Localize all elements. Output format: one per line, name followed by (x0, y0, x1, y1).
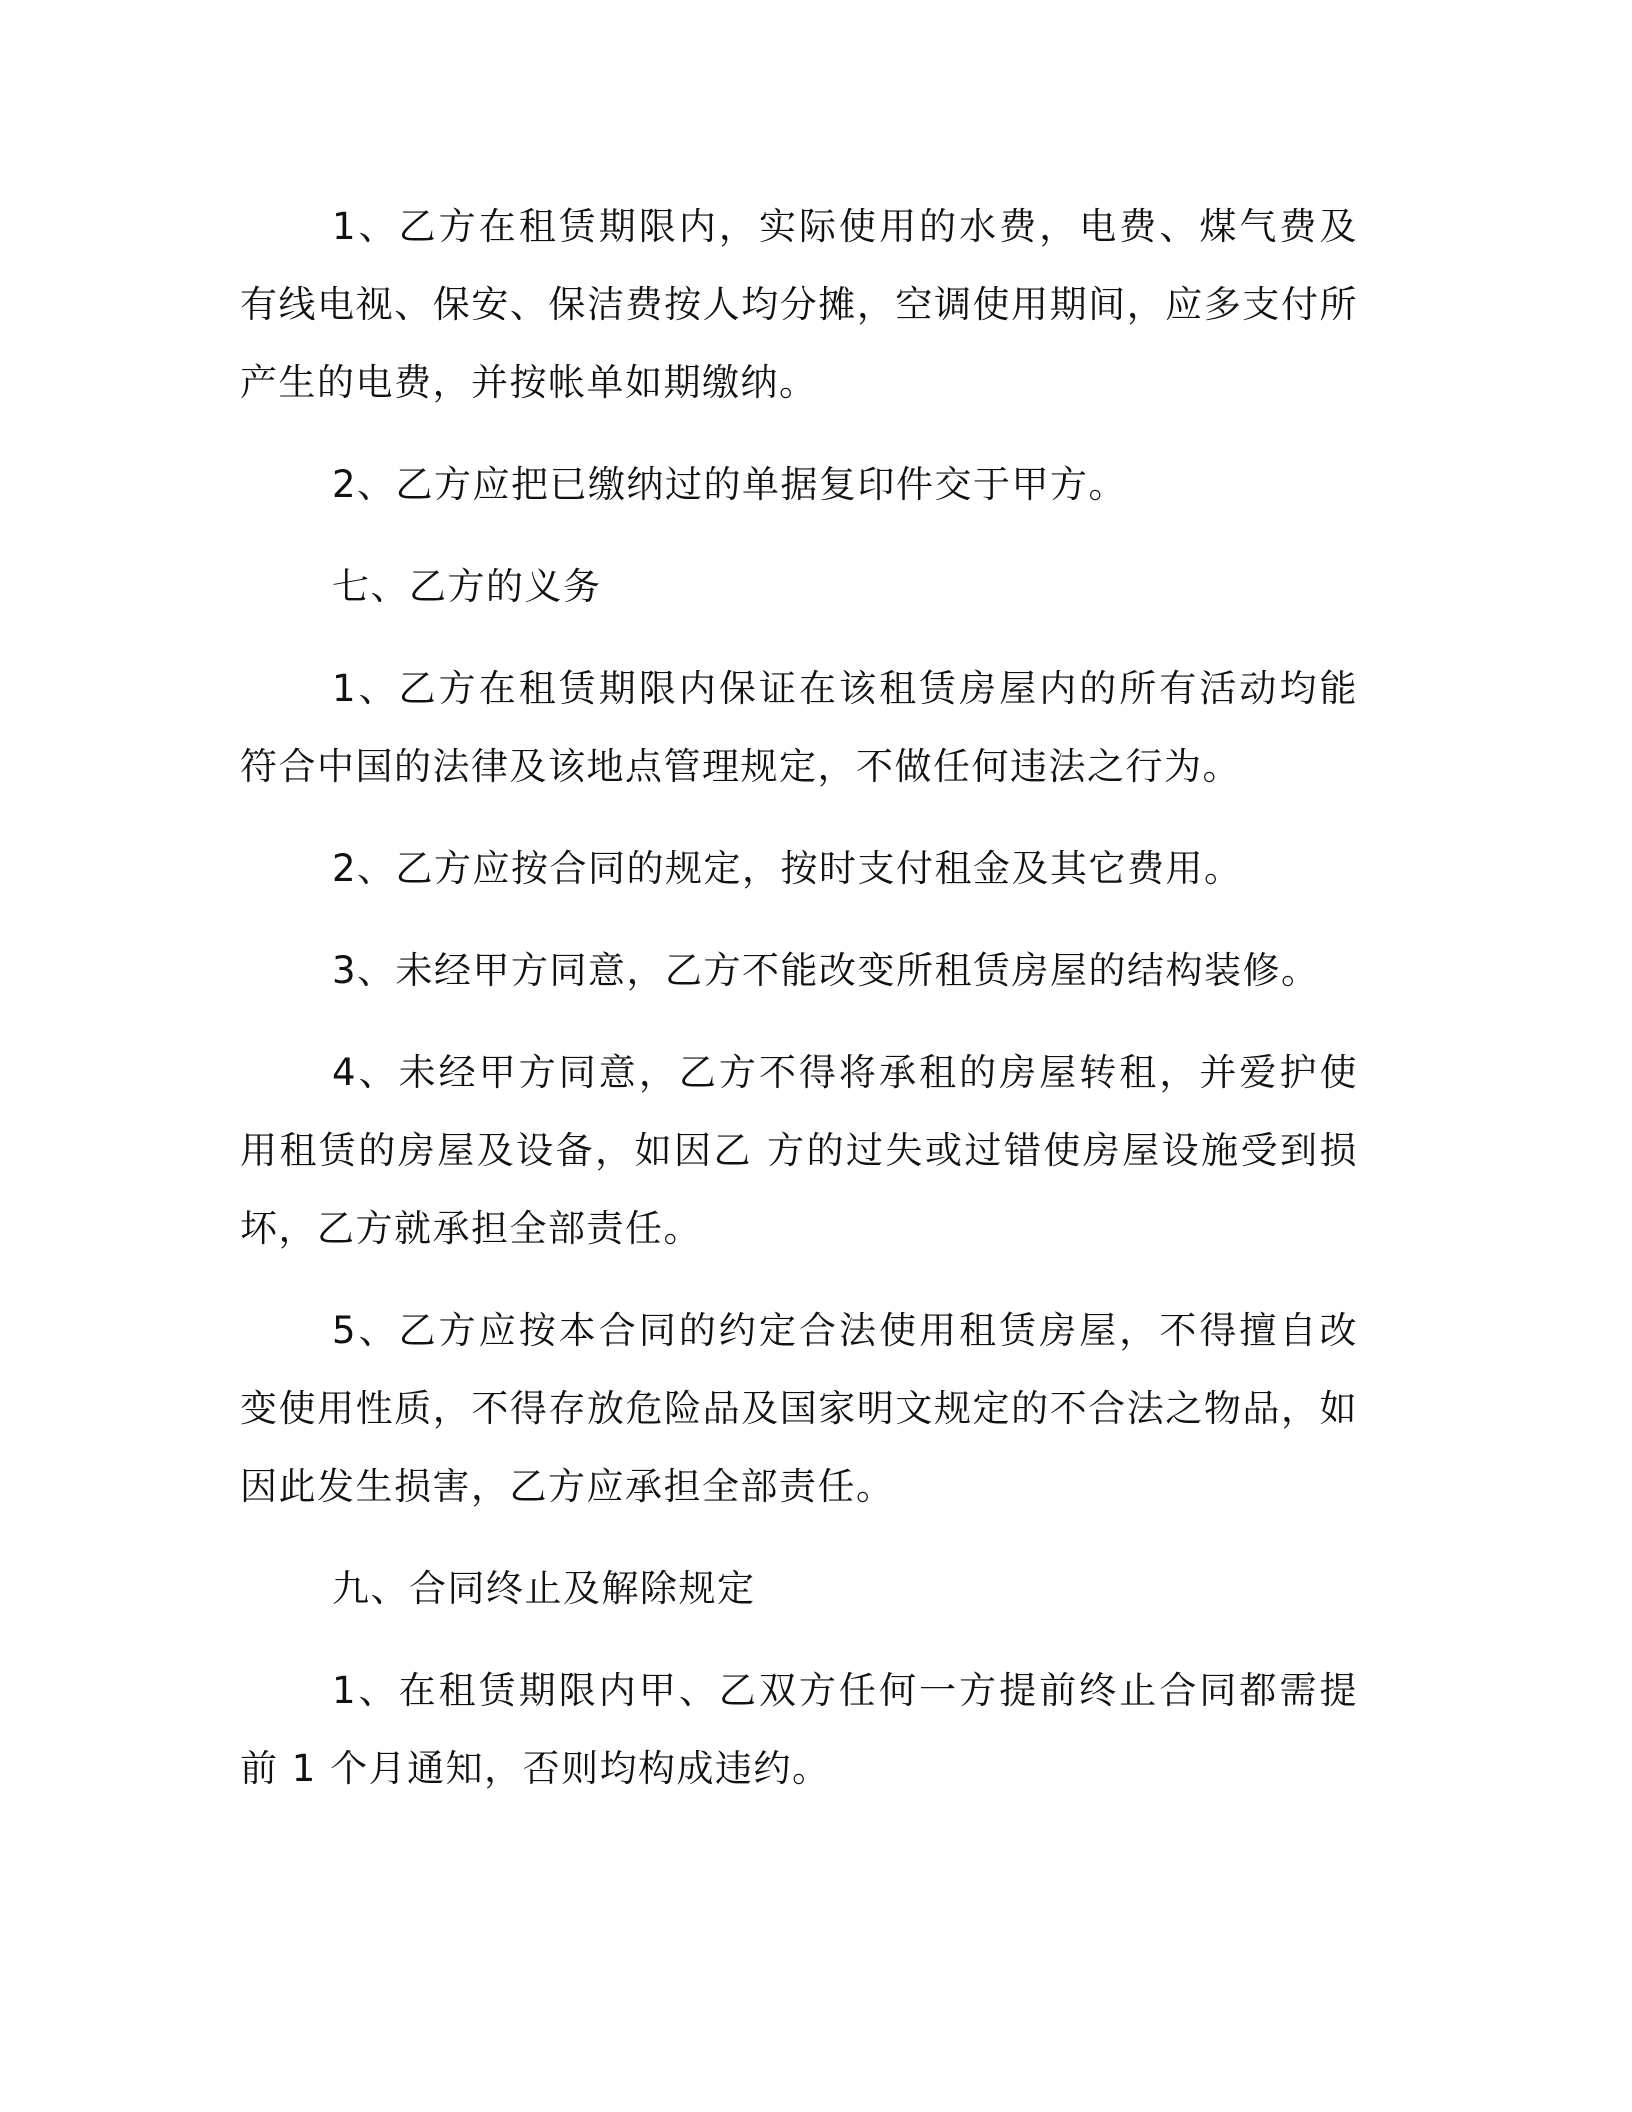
document-body (240, 188, 1358, 1808)
paragraph-rent-payment: 2、乙方应按合同的规定，按时支付租金及其它费用。 (332, 847, 1243, 890)
paragraph-lawful-use: 5、乙方应按本合同的约定合法使用租赁房屋，不得擅自改变使用性质，不得存放危险品及国家明文规定的不合法之物品，如因此发生损害，乙方应承担全部责任。 (240, 1309, 1358, 1508)
paragraph-no-sublease: 4、未经甲方同意，乙方不得将承租的房屋转租，并爱护使用租赁的房屋及设备，如因乙 方的过失或过错使房屋设施受到损坏，乙方就承担全部责任。 (240, 1051, 1358, 1250)
section-heading-termination: 九、合同终止及解除规定 (332, 1567, 756, 1610)
section-heading-tenant-obligations: 七、乙方的义务 (332, 565, 602, 608)
paragraph-receipt-copies: 2、乙方应把已缴纳过的单据复印件交于甲方。 (332, 463, 1128, 506)
paragraph-utility-fees: 1、乙方在租赁期限内，实际使用的水费，电费、煤气费及有线电视、保安、保洁费按人均分摊，空调使用期间，应多支付所产生的电费，并按帐单如期缴纳。 (240, 205, 1358, 404)
paragraph-no-structural-changes: 3、未经甲方同意，乙方不能改变所租赁房屋的结构装修。 (332, 949, 1320, 992)
paragraph-legal-compliance: 1、乙方在租赁期限内保证在该租赁房屋内的所有活动均能符合中国的法律及该地点管理规定，不做任何违法之行为。 (240, 667, 1358, 788)
paragraph-early-termination: 1、在租赁期限内甲、乙双方任何一方提前终止合同都需提前 1 个月通知，否则均构成违约。 (240, 1669, 1358, 1790)
